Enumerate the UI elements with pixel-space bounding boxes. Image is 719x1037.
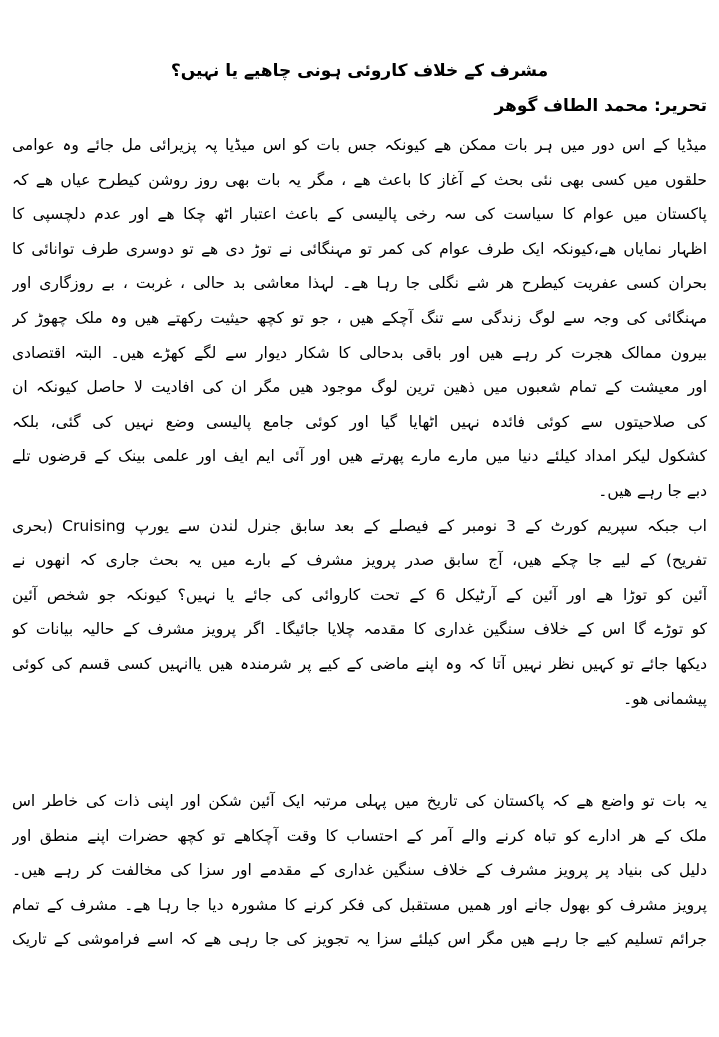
paragraph-line: پاکستان میں عوام کا سیاست کی سہ رخی پالیسی کے باعث اعتبار اٹھ چکا ھے اور عدم دلچسپی کا bbox=[12, 205, 707, 224]
article-author: تحریر: محمد الطاف گوھر bbox=[494, 96, 707, 116]
paragraph-line: اور معیشت کے تمام شعبوں میں ذھین ترین لوگ موجود ھیں مگر ان کی افادیت لا حاصل کیونکہ ان bbox=[12, 378, 707, 397]
paragraph-line: دلیل کی بنیاد پر پرویز مشرف کے خلاف سنگین غداری کے مقدمے اور سزا کی مخالفت کر رہے ھیں۔ bbox=[12, 861, 707, 880]
paragraph-line: ملک کے ھر ادارے کو تباہ کرنے والے آمر کے احتساب کا وقت آچکاھے تو کچھ حضرات اپنے منطق اور bbox=[12, 826, 707, 845]
paragraph-line: پیشمانی ھو۔ bbox=[623, 689, 707, 708]
paragraph-spacer bbox=[12, 716, 707, 784]
paragraph-line: جرائم تسلیم کیے جا رہے ھیں مگر اس کیلئے سزا یہ تجویز کی جا رہی ھے کہ اسے فراموشی کے تاریک bbox=[12, 930, 707, 949]
paragraph-line: پرویز مشرف کو بھول جانے اور ھمیں مستقبل کی فکر کرنے کا مشورہ دیا جا رہا ھے۔ مشرف کے تمام bbox=[12, 895, 707, 914]
paragraph-3 bbox=[12, 784, 707, 957]
paragraph-line: حلقوں میں کسی بھی نئی بحث کے آغاز کا باعث ھے ، مگر یہ بات بھی روز روشن کیطرح عیاں ھے کہ bbox=[12, 170, 707, 189]
article-body bbox=[12, 128, 707, 957]
paragraph-line: تفریح) کے لیے جا چکے ھیں، آج سابق صدر پرویز مشرف کے بارے میں یہ بحث جاری کہ انھوں نے bbox=[12, 551, 707, 570]
paragraph-line: کو توڑے گا اس کے خلاف سنگین غداری کا مقدمہ چلایا جائیگا۔ اگر پرویز مشرف کے حالیہ بیانات کو bbox=[12, 620, 707, 639]
paragraph-1 bbox=[12, 128, 707, 509]
paragraph-line: مہنگائی کی وجہ سے لوگ زندگی سے تنگ آچکے ھیں ، جو تو کچھ حیثیت رکھتے ھیں وہ ملک چھوڑ کر bbox=[12, 308, 707, 327]
paragraph-line: اظہار نمایاں ھے،کیونکہ ایک طرف عوام کی کمر تو مہنگائی نے توڑ دی ھے تو دوسری طرف توانائی کا bbox=[12, 239, 707, 258]
paragraph-line: آئین کو توڑا ھے اور آئین کے آرٹیکل 6 کے تحت کاروائی کی جائے یا نہیں؟ کیونکہ جو شخص آئین bbox=[12, 585, 707, 604]
paragraph-2 bbox=[12, 509, 707, 717]
paragraph-line: بیرون ممالک ھجرت کر رہے ھیں اور باقی بدحالی کا شکار دیوار سے لگے کھڑے ھیں۔ البتہ اقتصادی bbox=[12, 343, 707, 362]
article-title: مشرف کے خلاف کاروئی ہونی چاھیے یا نہیں؟ bbox=[170, 61, 549, 81]
paragraph-line: اب جبکہ سپریم کورٹ کے 3 نومبر کے فیصلے کے بعد سابق جنرل لندن سے یورپ Cruising (بحری bbox=[12, 516, 707, 535]
paragraph-line: بحران کسی عفریت کیطرح ھر شے نگلی جا رہا ھے۔ لہذا معاشی بد حالی ، غربت ، بے روزگاری اور bbox=[12, 274, 707, 293]
paragraph-line: یہ بات تو واضع ھے کہ پاکستان کی تاریخ میں پہلی مرتبہ ایک آئین شکن اور اپنی ذات کی خاطر اس bbox=[12, 792, 707, 811]
paragraph-line: کی صلاحیتوں سے کوئی فائدہ نہیں اٹھایا گیا اور کوئی جامع پالیسی وضع نہیں کی گئی، بلکہ bbox=[12, 412, 707, 431]
paragraph-line: میڈیا کے اس دور میں ہر بات ممکن ھے کیونکہ جس بات کو اس میڈیا پہ پزیرائی مل جائے وہ عوامی bbox=[12, 136, 707, 154]
paragraph-line: دبے جا رہے ھیں۔ bbox=[598, 481, 707, 500]
paragraph-line: کشکول لیکر امداد کیلئے دنیا میں مارے مارے پھرتے ھیں اور آئی ایم ایف اور علمی بینک کے قرضوں تلے bbox=[12, 447, 707, 466]
paragraph-line: دیکھا جائے تو کہیں نظر نہیں آتا کہ وہ اپنے ماضی کے کیے پر شرمندہ ھیں یاانہیں کسی قسم کی کوئی bbox=[12, 654, 707, 673]
